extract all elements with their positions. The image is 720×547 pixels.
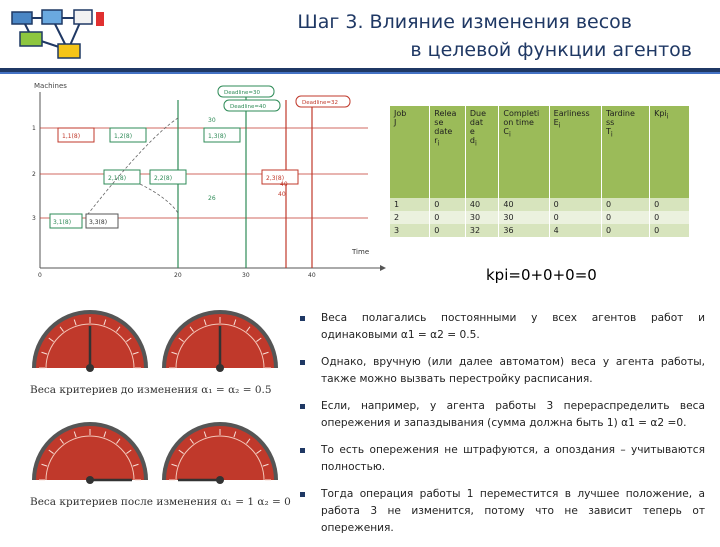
table-cell: 0 <box>549 198 601 211</box>
gauge-dial <box>162 422 278 484</box>
gantt-annotation-1: 30 <box>208 117 216 124</box>
header-divider-accent <box>0 72 720 74</box>
table-cell: 0 <box>430 211 466 224</box>
table-cell: 0 <box>602 224 650 237</box>
table-cell: 4 <box>549 224 601 237</box>
time-tick-40: 40 <box>308 272 316 279</box>
deadline-callout-2 <box>224 100 280 111</box>
bullet-item <box>300 310 705 344</box>
bullet-text: Если, например, у агента работы 3 перераспределить веса опережения и запаздывания (сумма должна быть 1) α1 = α2 =0. <box>321 400 705 429</box>
bullet-square-icon <box>300 448 305 453</box>
bullet-item <box>300 486 705 537</box>
task-box-3-1 <box>50 214 82 228</box>
gantt-time-label: Time <box>352 248 370 256</box>
task-box-2-2 <box>150 170 186 184</box>
table-cell: 40 <box>499 198 549 211</box>
bullet-text: Однако, вручную (или далее автоматом) веса у агента работы, также можно вызвать перестройку расписания. <box>321 356 705 385</box>
gauge-dial <box>162 310 278 372</box>
slide-title <box>262 8 692 64</box>
table-cell: 30 <box>465 211 499 224</box>
col-header-release: Relea se date $r_i$ <box>430 106 466 198</box>
machine-tick-1: 1 <box>32 125 36 132</box>
table-cell: 36 <box>499 224 549 237</box>
col-header-kpi: Kpi$_i$ <box>650 106 690 198</box>
bullet-item <box>300 398 705 432</box>
gauge-dial <box>32 310 148 372</box>
bullet-square-icon <box>300 316 305 321</box>
svg-text:Deadline=32: Deadline=32 <box>302 100 339 106</box>
gantt-annotation-4: 40 <box>278 191 286 198</box>
svg-text:3,3(8): 3,3(8) <box>89 219 108 226</box>
deadline-callout-3 <box>296 96 350 107</box>
gauges-caption-after: Веса критериев после изменения α₁ = 1 α₂ = 0 <box>30 496 291 508</box>
gauges-caption-before: Веса критериев до изменения α₁ = α₂ = 0.5 <box>30 384 272 396</box>
task-box-2-1 <box>104 170 140 184</box>
task-box-1-1 <box>58 128 94 142</box>
table-row <box>390 198 690 211</box>
col-header-completion: Completi on time $C_i$ <box>499 106 549 198</box>
table-row <box>390 211 690 224</box>
col-header-tardiness: Tardine ss $T_i$ <box>602 106 650 198</box>
bullet-item <box>300 442 705 476</box>
bullet-text: Веса полагались постоянными у всех агентов работ и одинаковыми α1 = α2 = 0.5. <box>321 312 705 341</box>
task-box-1-2 <box>110 128 146 142</box>
svg-text:Deadline=40: Deadline=40 <box>230 104 267 110</box>
svg-text:2,1(8): 2,1(8) <box>108 175 127 182</box>
task-box-1-3 <box>204 128 240 142</box>
table-cell: 2 <box>390 211 430 224</box>
table-cell: 1 <box>390 198 430 211</box>
task-box-3-3 <box>86 214 118 228</box>
gantt-annotation-3: 26 <box>208 195 216 202</box>
title-line-1: Шаг 3. Влияние изменения весов <box>297 11 632 33</box>
weight-gauges-figure <box>30 298 290 526</box>
table-cell: 0 <box>650 211 690 224</box>
deadline-callout-1 <box>218 86 274 97</box>
gauge-dial <box>32 422 148 484</box>
gauge-set <box>30 298 290 526</box>
kpi-formula: kpi=0+0+0=0 <box>486 266 597 284</box>
table-header-row <box>390 106 690 198</box>
bullet-item <box>300 354 705 388</box>
table-cell: 30 <box>499 211 549 224</box>
bullet-square-icon <box>300 492 305 497</box>
time-tick-0: 0 <box>38 272 42 279</box>
table-cell: 40 <box>465 198 499 211</box>
svg-text:1,1(8): 1,1(8) <box>62 133 81 140</box>
svg-text:3,1(8): 3,1(8) <box>53 219 72 226</box>
table-cell: 0 <box>430 198 466 211</box>
table-cell: 0 <box>602 198 650 211</box>
slide-header <box>0 0 720 72</box>
title-line-2: в целевой функции агентов <box>410 39 692 61</box>
bullet-square-icon <box>300 360 305 365</box>
col-header-earliness: Earliness $E_i$ <box>549 106 601 198</box>
table-cell: 3 <box>390 224 430 237</box>
col-header-due: Due dat e $d_i$ <box>465 106 499 198</box>
col-header-job: Job J <box>390 106 430 198</box>
bullet-text: Тогда операция работы 1 переместится в лучшее положение, а работа 3 не изменится, потому что не зависит теперь от опережения. <box>321 488 705 534</box>
svg-text:2,2(8): 2,2(8) <box>154 175 173 182</box>
svg-text:Deadline=30: Deadline=30 <box>224 90 261 96</box>
gantt-annotation-2: 40 <box>280 181 288 188</box>
job-metrics-table <box>390 106 690 237</box>
table-cell: 0 <box>650 198 690 211</box>
svg-text:2,3(8): 2,3(8) <box>266 175 285 182</box>
machine-tick-2: 2 <box>32 171 36 178</box>
svg-text:1,2(8): 1,2(8) <box>114 133 133 140</box>
bullet-text: То есть опережения не штрафуются, а опоздания – учитываются полностью. <box>321 444 705 473</box>
bullet-square-icon <box>300 404 305 409</box>
network-logo-icon <box>8 6 108 62</box>
explanation-bullets <box>300 310 705 547</box>
svg-text:1,3(8): 1,3(8) <box>208 133 227 140</box>
time-tick-30: 30 <box>242 272 250 279</box>
table-cell: 32 <box>465 224 499 237</box>
table-cell: 0 <box>430 224 466 237</box>
table-cell: 0 <box>602 211 650 224</box>
table-cell: 0 <box>650 224 690 237</box>
machine-tick-3: 3 <box>32 215 36 222</box>
gantt-schedule-figure <box>28 78 388 280</box>
table-row <box>390 224 690 237</box>
table-cell: 0 <box>549 211 601 224</box>
time-tick-20: 20 <box>174 272 182 279</box>
gantt-machines-label: Machines <box>34 82 67 90</box>
